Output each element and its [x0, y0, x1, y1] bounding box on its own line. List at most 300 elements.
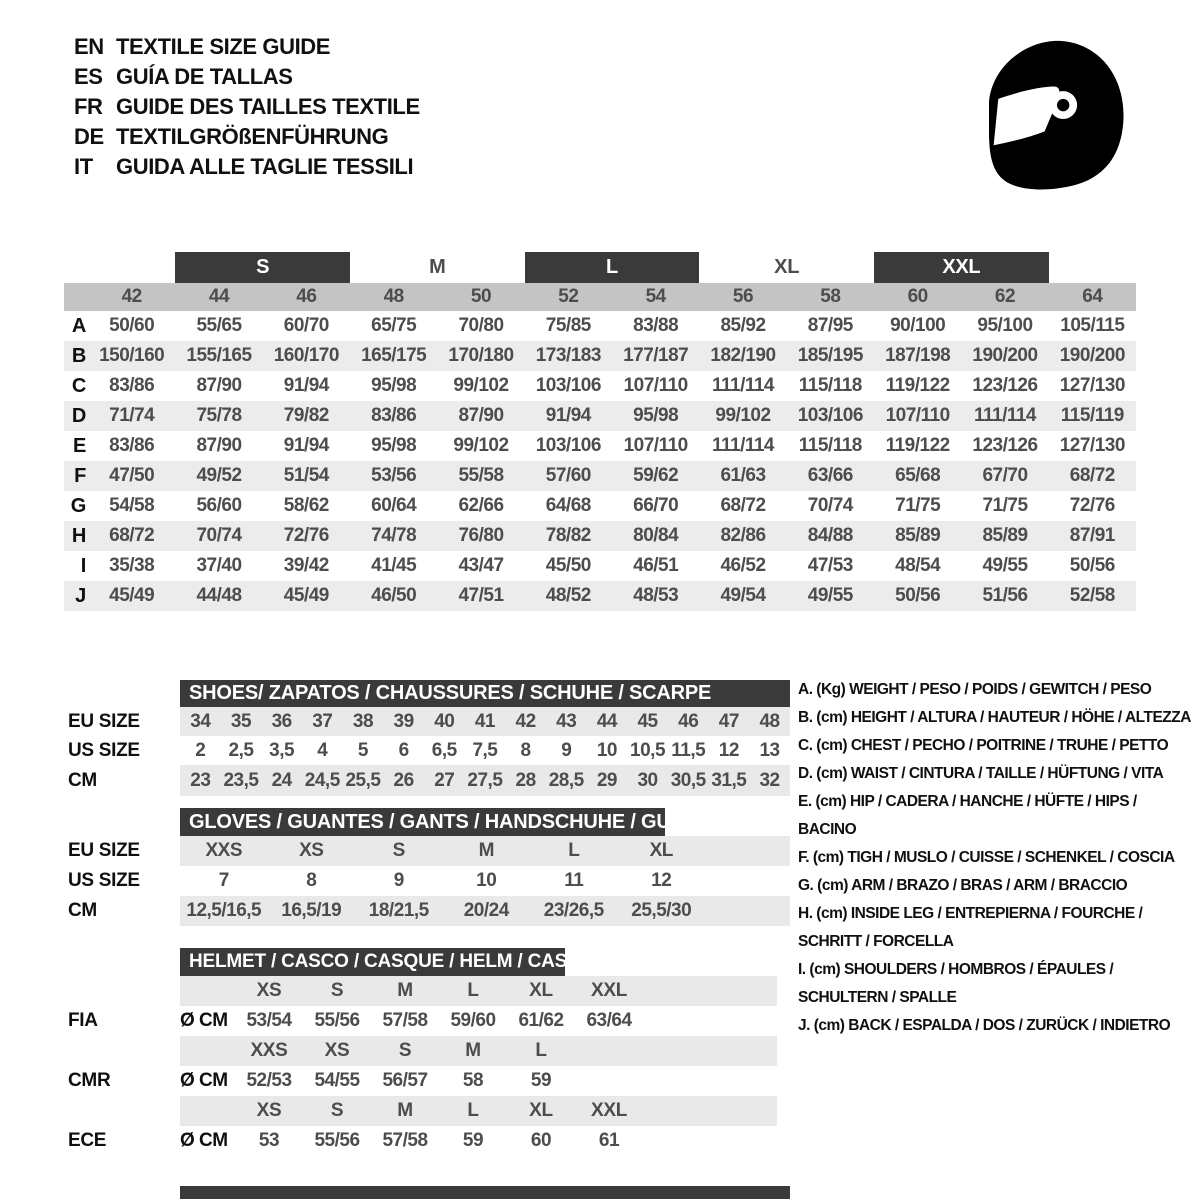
helmet-size-label: XS	[256, 980, 282, 1001]
size-cell: 8	[306, 870, 317, 891]
size-cell: 105/115	[1060, 315, 1125, 336]
helmet-size-table	[68, 948, 808, 1156]
helmet-values-row	[68, 1066, 808, 1096]
size-cell: 68/72	[109, 525, 155, 546]
size-cell: 53	[258, 1130, 280, 1151]
size-cell: 83/86	[109, 435, 155, 456]
measurement-row-label: J	[75, 585, 86, 607]
size-cell: 91/94	[283, 435, 329, 456]
size-cell: 58/62	[283, 495, 329, 516]
legend-item: A. (Kg) WEIGHT / PESO / POIDS / GEWITCH / PESO	[798, 681, 1152, 698]
size-cell: 71/75	[982, 495, 1028, 516]
size-system-label: EU SIZE	[68, 711, 140, 732]
size-cell: 68/72	[1069, 465, 1115, 486]
helmet-size-label: L	[467, 1100, 479, 1121]
size-cell: 50/60	[109, 315, 155, 336]
size-cell: 47	[718, 711, 739, 732]
legend-item: B. (cm) HEIGHT / ALTURA / HAUTEUR / HÖHE / ALTEZZA	[798, 709, 1191, 726]
size-cell: 103/106	[797, 405, 863, 426]
numeric-size-label: 60	[907, 286, 928, 307]
size-cell: 46	[678, 711, 699, 732]
size-cell: 99/102	[715, 405, 771, 426]
size-cell: 72/76	[283, 525, 329, 546]
size-group-label: XL	[774, 256, 800, 278]
size-cell: 27	[434, 770, 455, 791]
helmet-values-row	[68, 1126, 808, 1156]
size-cell: 170/180	[448, 345, 514, 366]
measurement-row-label: H	[71, 525, 86, 547]
size-cell: S	[392, 840, 405, 861]
numeric-size-band	[64, 283, 1136, 311]
apparel-table-row	[64, 461, 1136, 491]
size-cell: 37/40	[196, 555, 242, 576]
size-cell: 103/106	[535, 435, 601, 456]
helmet-rows	[68, 976, 808, 1156]
apparel-table-row	[64, 491, 1136, 521]
helmet-size-label: S	[398, 1040, 412, 1061]
size-cell: 59	[530, 1070, 552, 1091]
size-cell: 6	[398, 740, 409, 761]
size-cell: 48/52	[545, 585, 591, 606]
helmet-sizes-row	[68, 1036, 808, 1066]
size-cell: 42	[515, 711, 536, 732]
size-cell: 25,5	[345, 770, 381, 791]
title-block	[74, 32, 420, 182]
helmet-size-label: XXL	[590, 980, 628, 1001]
row-spacer	[68, 976, 180, 1006]
size-cell: 52/53	[246, 1070, 292, 1091]
size-cell: 45/50	[545, 555, 591, 576]
size-cell: 155/165	[186, 345, 252, 366]
size-cell: 27,5	[467, 770, 503, 791]
size-cell: 12,5/16,5	[186, 900, 262, 921]
shoes-row	[68, 707, 808, 736]
size-cell: 67/70	[982, 465, 1028, 486]
apparel-table-row	[64, 371, 1136, 401]
size-system-label: US SIZE	[68, 740, 140, 761]
apparel-table-row	[64, 401, 1136, 431]
size-cell: 72/76	[1069, 495, 1115, 516]
size-cell: 48	[759, 711, 780, 732]
helmet-size-label: XS	[324, 1040, 350, 1061]
size-cell: 99/102	[453, 375, 509, 396]
size-cell: 32	[759, 770, 780, 791]
apparel-table-row	[64, 311, 1136, 341]
size-cell: 26	[393, 770, 414, 791]
size-cell: 70/80	[458, 315, 504, 336]
size-system-label: CM	[68, 770, 97, 791]
gloves-rows	[68, 836, 808, 926]
size-cell: 65/68	[895, 465, 941, 486]
size-cell: 20/24	[463, 900, 509, 921]
size-cell: 80/84	[633, 525, 679, 546]
size-cell: 34	[190, 711, 211, 732]
size-cell: 60	[530, 1130, 552, 1151]
size-cell: 35/38	[109, 555, 155, 576]
measurement-row-label: E	[72, 435, 86, 457]
size-cell: 36	[271, 711, 292, 732]
size-cell: 150/160	[99, 345, 165, 366]
size-cell: 59/60	[450, 1010, 496, 1031]
language-code: ES	[74, 64, 103, 89]
language-code: IT	[74, 154, 93, 179]
size-cell: 70/74	[196, 525, 242, 546]
size-cell: 51/56	[982, 585, 1028, 606]
size-cell: 11,5	[671, 740, 706, 761]
size-cell: 10,5	[630, 740, 666, 761]
size-cell: 56/60	[196, 495, 242, 516]
size-cell: 85/92	[720, 315, 766, 336]
size-cell: 53/54	[246, 1010, 292, 1031]
size-cell: 11	[564, 870, 584, 891]
size-cell: 39/42	[283, 555, 329, 576]
size-cell: 46/51	[633, 555, 679, 576]
guide-title: TEXTILE SIZE GUIDE	[116, 34, 331, 59]
numeric-size-label: 50	[470, 286, 492, 307]
size-cell: 10	[596, 740, 617, 761]
size-cell: 160/170	[273, 345, 339, 366]
helmet-size-label: XXL	[590, 1100, 628, 1121]
standard-label: CMR	[68, 1070, 111, 1091]
size-cell: 55/56	[314, 1010, 360, 1031]
size-cell: 25,5/30	[631, 900, 692, 921]
numeric-size-label: 56	[732, 286, 754, 307]
size-cell: 53/56	[371, 465, 417, 486]
size-cell: 65/75	[371, 315, 417, 336]
size-cell: 70/74	[807, 495, 853, 516]
guide-title: GUIDA ALLE TAGLIE TESSILI	[116, 154, 414, 179]
size-cell: 59	[462, 1130, 484, 1151]
size-cell: 54/58	[109, 495, 155, 516]
size-cell: 87/90	[458, 405, 504, 426]
size-cell: 4	[317, 740, 328, 761]
numeric-size-label: 64	[1082, 286, 1103, 307]
helmet-size-label: M	[397, 1100, 413, 1121]
size-cell: 49/55	[982, 555, 1028, 576]
apparel-table-row	[64, 551, 1136, 581]
numeric-size-label: 58	[820, 286, 841, 307]
racing-helmet-icon	[972, 30, 1142, 208]
size-cell: 43/47	[458, 555, 504, 576]
helmet-size-label: XXS	[250, 1040, 288, 1061]
size-cell: 37	[312, 711, 333, 732]
size-cell: 107/110	[885, 405, 950, 426]
size-cell: 57/60	[545, 465, 591, 486]
band-spacer	[64, 283, 88, 311]
size-cell: 2	[195, 740, 206, 761]
size-group-row	[64, 252, 1136, 283]
size-cell: L	[568, 840, 580, 861]
size-cell: 31,5	[711, 770, 747, 791]
size-cell: 63/64	[586, 1010, 632, 1031]
size-cell: XL	[649, 840, 673, 861]
legend-item: F. (cm) TIGH / MUSLO / CUISSE / SCHENKEL / COSCIA	[798, 849, 1175, 866]
size-cell: 12	[718, 740, 739, 761]
size-cell: 115/118	[798, 435, 862, 456]
size-cell: 9	[393, 870, 404, 891]
size-cell: 50/56	[1069, 555, 1115, 576]
size-cell: 71/74	[109, 405, 155, 426]
size-cell: 48/53	[633, 585, 679, 606]
size-cell: 47/50	[109, 465, 155, 486]
numeric-size-label: 62	[994, 286, 1016, 307]
size-system-label: CM	[68, 900, 97, 921]
size-cell: 58	[462, 1070, 484, 1091]
legend-item: E. (cm) HIP / CADERA / HANCHE / HÜFTE / HIPS / BACINO	[798, 793, 1137, 838]
apparel-table-row	[64, 581, 1136, 611]
size-cell: 23/26,5	[543, 900, 604, 921]
size-cell: 60/70	[283, 315, 329, 336]
size-cell: 5	[357, 740, 368, 761]
apparel-size-table	[64, 252, 1136, 611]
legend-item: I. (cm) SHOULDERS / HOMBROS / ÉPAULES / SCHULTERN / SPALLE	[798, 961, 1114, 1006]
helmet-size-label: XS	[256, 1100, 282, 1121]
measurement-legend	[798, 676, 1194, 1040]
size-cell: 57/58	[382, 1010, 428, 1031]
size-cell: 187/198	[885, 345, 951, 366]
helmet-values-row	[68, 1006, 808, 1036]
standard-label: ECE	[68, 1130, 107, 1151]
apparel-table-row	[64, 521, 1136, 551]
size-group-label: S	[175, 252, 350, 283]
size-cell: 29	[596, 770, 617, 791]
size-cell: M	[478, 840, 494, 861]
size-cell: 63/66	[807, 465, 853, 486]
measurement-row-label: C	[71, 375, 86, 397]
size-cell: 103/106	[535, 375, 601, 396]
helmet-size-label: XL	[529, 980, 553, 1001]
measurement-row-label: A	[71, 315, 86, 337]
size-cell: 41	[474, 711, 495, 732]
size-cell: XXS	[205, 840, 243, 861]
size-cell: 107/110	[623, 375, 688, 396]
size-cell: 115/118	[798, 375, 862, 396]
gloves-row	[68, 836, 808, 866]
footer-bar	[180, 1186, 790, 1199]
size-cell: 9	[561, 740, 572, 761]
size-cell: 54/55	[314, 1070, 360, 1091]
apparel-table-rows	[64, 311, 1136, 611]
size-cell: 57/58	[382, 1130, 428, 1151]
language-code: DE	[74, 124, 104, 149]
shoes-row	[68, 765, 808, 796]
language-code: EN	[74, 34, 104, 59]
size-cell: 30	[637, 770, 658, 791]
size-cell: 28	[515, 770, 536, 791]
size-cell: 87/90	[196, 435, 242, 456]
size-cell: 7	[218, 870, 229, 891]
size-cell: 44	[596, 711, 617, 732]
language-code: FR	[74, 94, 103, 119]
size-cell: 23	[190, 770, 211, 791]
size-cell: 90/100	[890, 315, 946, 336]
helmet-sizes-row	[68, 976, 808, 1006]
guide-title: GUÍA DE TALLAS	[116, 64, 293, 89]
size-cell: 111/114	[973, 405, 1037, 426]
numeric-size-label: 44	[208, 286, 230, 307]
measurement-row-label: B	[71, 345, 86, 367]
size-cell: 24	[271, 770, 292, 791]
size-cell: 35	[230, 711, 252, 732]
row-spacer	[180, 1036, 235, 1066]
guide-title-line	[74, 122, 420, 152]
size-cell: 177/187	[623, 345, 689, 366]
size-cell: 182/190	[710, 345, 776, 366]
numeric-size-label: 48	[383, 286, 404, 307]
size-cell: 8	[520, 740, 531, 761]
size-cell: 40	[434, 711, 455, 732]
size-cell: 74/78	[371, 525, 417, 546]
size-cell: 12	[651, 870, 672, 891]
size-cell: 99/102	[453, 435, 509, 456]
size-cell: 115/119	[1060, 405, 1124, 426]
size-system-label: EU SIZE	[68, 840, 140, 861]
legend-item: D. (cm) WAIST / CINTURA / TAILLE / HÜFTUNG / VITA	[798, 765, 1164, 782]
size-cell: 18/21,5	[368, 900, 429, 921]
size-cell: 48/54	[895, 555, 941, 576]
size-cell: 3,5	[269, 740, 295, 761]
standard-label: FIA	[68, 1010, 98, 1031]
size-cell: 55/56	[314, 1130, 360, 1151]
size-system-label: US SIZE	[68, 870, 140, 891]
size-cell: 10	[476, 870, 497, 891]
size-cell: 66/70	[633, 495, 679, 516]
numeric-size-label: 52	[558, 286, 579, 307]
size-cell: 52/58	[1069, 585, 1115, 606]
size-cell: 56/57	[382, 1070, 428, 1091]
size-cell: 84/88	[807, 525, 853, 546]
measurement-row-label: G	[70, 495, 86, 517]
size-cell: 16,5/19	[281, 900, 342, 921]
size-cell: 123/126	[972, 435, 1038, 456]
size-cell: 83/86	[109, 375, 155, 396]
size-cell: 82/86	[720, 525, 766, 546]
size-group-label: M	[429, 256, 446, 278]
shoes-size-table	[68, 680, 808, 796]
guide-title: GUIDE DES TAILLES TEXTILE	[116, 94, 420, 119]
size-cell: 45/49	[109, 585, 155, 606]
size-cell: 61/62	[518, 1010, 564, 1031]
legend-item: C. (cm) CHEST / PECHO / POITRINE / TRUHE / PETTO	[798, 737, 1169, 754]
helmet-size-label: L	[535, 1040, 547, 1061]
size-cell: 46/52	[720, 555, 766, 576]
row-spacer	[180, 1096, 235, 1126]
diameter-unit-label: Ø CM	[180, 1130, 228, 1151]
helmet-table-header: HELMET / CASCO / CASQUE / HELM / CASCO	[180, 948, 565, 976]
guide-title-line	[74, 62, 420, 92]
row-spacer	[68, 1096, 180, 1126]
legend-item: J. (cm) BACK / ESPALDA / DOS / ZURÜCK / INDIETRO	[798, 1017, 1171, 1034]
size-cell: 111/114	[711, 435, 775, 456]
row-spacer	[180, 976, 235, 1006]
size-cell: 7,5	[472, 740, 498, 761]
size-cell: 50/56	[895, 585, 941, 606]
size-cell: 49/52	[196, 465, 242, 486]
size-cell: 91/94	[545, 405, 591, 426]
size-cell: 75/78	[196, 405, 242, 426]
size-cell: 95/100	[977, 315, 1033, 336]
size-cell: 185/195	[797, 345, 863, 366]
size-cell: 46/50	[371, 585, 417, 606]
size-cell: 85/89	[895, 525, 941, 546]
size-cell: 61/63	[720, 465, 766, 486]
guide-title-line	[74, 152, 420, 182]
size-cell: 2,5	[228, 740, 254, 761]
size-cell: 55/58	[458, 465, 504, 486]
size-cell: 6,5	[431, 740, 457, 761]
numeric-size-label: 54	[645, 286, 666, 307]
size-cell: 119/122	[885, 435, 950, 456]
size-cell: 91/94	[283, 375, 329, 396]
diameter-unit-label: Ø CM	[180, 1010, 228, 1031]
numeric-size-label: 42	[121, 286, 142, 307]
size-cell: 49/54	[720, 585, 766, 606]
size-cell: 111/114	[711, 375, 775, 396]
size-cell: 79/82	[283, 405, 329, 426]
size-cell: 49/55	[807, 585, 853, 606]
diameter-unit-label: Ø CM	[180, 1070, 228, 1091]
size-cell: 45/49	[283, 585, 329, 606]
helmet-size-label: M	[397, 980, 413, 1001]
measurement-row-label: F	[74, 465, 86, 487]
size-cell: 87/91	[1069, 525, 1115, 546]
size-cell: 30,5	[670, 770, 706, 791]
size-cell: 61	[598, 1130, 620, 1151]
size-cell: 39	[393, 711, 414, 732]
measurement-row-label: D	[71, 405, 86, 427]
legend-item: G. (cm) ARM / BRAZO / BRAS / ARM / BRACCIO	[798, 877, 1128, 894]
size-cell: 83/86	[371, 405, 417, 426]
size-cell: 51/54	[283, 465, 329, 486]
gloves-size-table	[68, 808, 808, 926]
size-cell: 38	[352, 711, 374, 732]
size-cell: 47/53	[807, 555, 853, 576]
size-cell: 47/51	[458, 585, 504, 606]
guide-title-line	[74, 92, 420, 122]
size-cell: 173/183	[535, 345, 601, 366]
size-cell: 83/88	[633, 315, 679, 336]
measurement-row-label: I	[80, 555, 86, 577]
size-cell: 64/68	[545, 495, 591, 516]
size-cell: 127/130	[1059, 435, 1125, 456]
size-cell: 85/89	[982, 525, 1028, 546]
size-cell: 45	[637, 711, 658, 732]
size-cell: 28,5	[548, 770, 584, 791]
helmet-size-label: M	[465, 1040, 481, 1061]
size-cell: 13	[759, 740, 780, 761]
helmet-size-label: L	[467, 980, 479, 1001]
shoes-row	[68, 736, 808, 765]
size-cell: 24,5	[304, 770, 340, 791]
apparel-table-row	[64, 341, 1136, 371]
size-cell: 44/48	[196, 585, 242, 606]
size-cell: 107/110	[623, 435, 688, 456]
size-cell: 78/82	[545, 525, 591, 546]
size-group-label: XXL	[874, 252, 1049, 283]
helmet-size-label: XL	[529, 1100, 553, 1121]
legend-item: H. (cm) INSIDE LEG / ENTREPIERNA / FOURCHE / SCHRITT / FORCELLA	[798, 905, 1143, 950]
apparel-table-row	[64, 431, 1136, 461]
shoes-rows	[68, 707, 808, 796]
size-cell: XS	[299, 840, 324, 861]
size-cell: 95/98	[371, 435, 417, 456]
size-cell: 165/175	[361, 345, 427, 366]
size-cell: 62/66	[458, 495, 504, 516]
row-spacer	[68, 1036, 180, 1066]
guide-title-line	[74, 32, 420, 62]
shoes-table-header: SHOES/ ZAPATOS / CHAUSSURES / SCHUHE / SCARPE	[180, 680, 790, 707]
size-cell: 127/130	[1059, 375, 1125, 396]
